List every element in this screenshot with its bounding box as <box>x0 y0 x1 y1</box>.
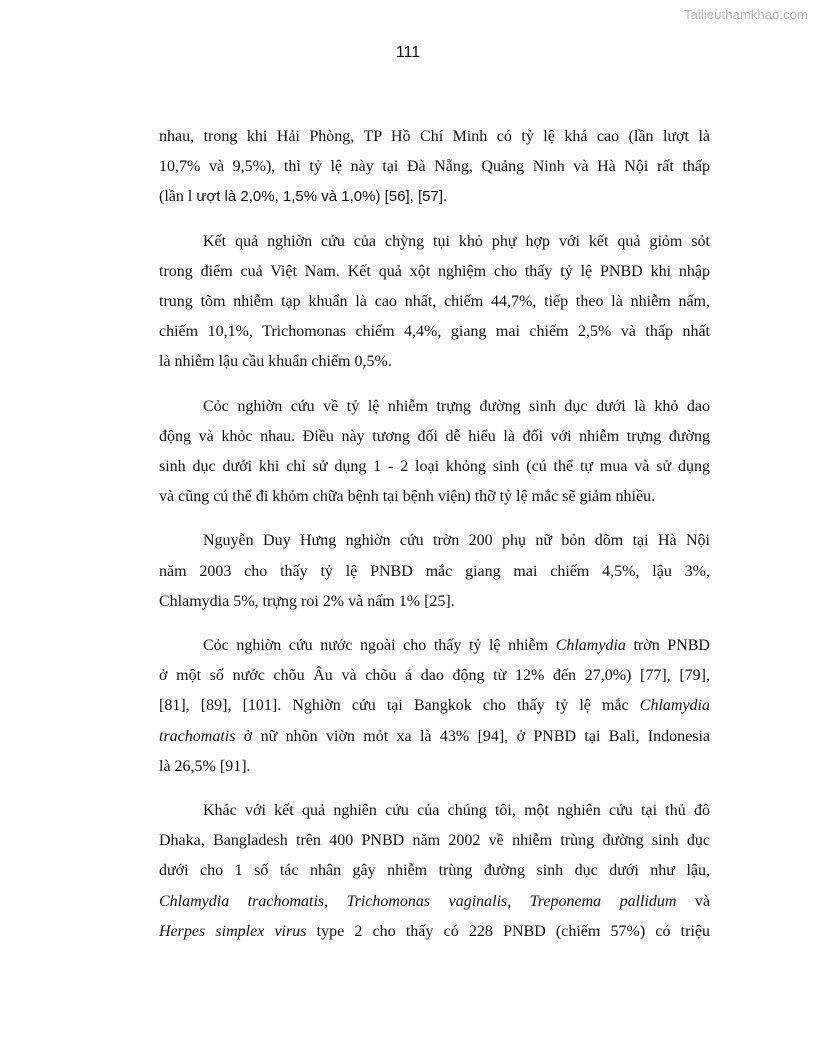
paragraph-line: năm 2003 cho thấy tỷ lệ PNBD mắc giang mai chiếm 4,5%, lậu 3%, <box>159 562 710 580</box>
paragraph-line: và cũng cú thể đi khỏm chữa bệnh tại bệnh viện) thỡ tỷ lệ mắc sẽ giảm nhiều. <box>159 488 656 506</box>
text-run: , <box>507 892 530 910</box>
watermark: Tailieuthamkhao.com <box>683 7 808 22</box>
paragraph-line <box>159 182 710 212</box>
paragraph-line: Khác với kết quả nghiên cứu của chúng tôi, một nghiên cứu tại thủ đô <box>203 802 710 820</box>
paragraph-line: Dhaka, Bangladesh trên 400 PNBD năm 2002 về nhiễm trùng đường sinh dục <box>159 832 710 850</box>
text-run: type 2 cho thấy có 228 PNBD (chiếm 57%) có triệu <box>306 922 710 940</box>
document-body <box>159 122 710 961</box>
paragraph-line: là nhiễm lậu cầu khuẩn chiếm 0,5%. <box>159 353 392 371</box>
species-name: Chlamydia <box>555 637 626 655</box>
paragraph-line: trong điểm cuả Việt Nam. Kết quả xột nghiệm cho thấy tỷ lệ PNBD khi nhập <box>159 262 710 280</box>
paragraph-4 <box>159 526 710 617</box>
species-name: Chlamydia <box>639 697 710 715</box>
paragraph-line: Cỏc nghiờn cứu về tỷ lệ nhiễm trựng đường sinh dục dưới là khỏ dao <box>203 397 710 415</box>
paragraph-5 <box>159 631 710 782</box>
paragraph-1 <box>159 122 710 213</box>
paragraph-line: Kết quả nghiờn cứu của chỳng tụi khỏ phự hợp với kết quả giỏm sỏt <box>203 232 710 250</box>
text-run: ở nữ nhõn viờn mỏt xa là 43% [94], ở PNBD tại Bali, Indonesia <box>235 727 710 745</box>
paragraph-line: 10,7% và 9,5%), thì tỷ lệ này tại Đà Nẵng, Quảng Ninh và Hà Nội rất thấp <box>159 158 710 176</box>
species-name: trachomatis <box>159 727 236 745</box>
paragraph-line: dưới cho 1 số tác nhân gây nhiễm trùng đường sinh dục dưới như lậu, <box>159 862 710 880</box>
paragraph-line: Nguyễn Duy Hưng nghiờn cứu trờn 200 phụ nữ bỏn dõm tại Hà Nội <box>203 532 710 550</box>
paragraph-line: ở một số nước chõu Âu và chõu á dao động từ 12% đến 27,0%) [77], [79], <box>159 667 710 685</box>
paragraph-3 <box>159 392 710 513</box>
paragraph-6 <box>159 796 710 947</box>
species-name: Chlamydia trachomatis <box>159 892 325 910</box>
paragraph-line: động và khỏc nhau. Điều này tương đối dễ hiểu là đối với nhiễm trựng đường <box>159 427 710 445</box>
paragraph-line: sinh dục dưới khi chỉ sử dụng 1 - 2 loại khỏng sinh (cú thể tự mua và sử dụng <box>159 458 710 476</box>
paragraph-line <box>159 691 710 721</box>
paragraph-line: nhau, trong khi Hải Phòng, TP Hồ Chí Minh có tỷ lệ khá cao (lần lượt là <box>159 128 710 145</box>
text-run: trờn PNBD <box>625 637 710 655</box>
paragraph-line: Chlamydia 5%, trựng roi 2% và nấm 1% [25]. <box>159 592 455 610</box>
paragraph-line <box>159 917 710 947</box>
paragraph-line <box>159 887 710 917</box>
text-run: , <box>324 892 347 910</box>
paragraph-line <box>159 631 710 661</box>
text-run: ượt là 2,0%, 1,5% và 1,0%) [56], [57]. <box>196 188 448 206</box>
text-run: [81], [89], [101]. Nghiờn cứu tại Bangkok cho thấy tỷ lệ mắc <box>159 697 640 715</box>
paragraph-line: là 26,5% [91]. <box>159 757 251 775</box>
text-run: Cỏc nghiờn cứu nước ngoài cho thấy tỷ lệ nhiễm <box>203 637 556 655</box>
species-name: Herpes simplex virus <box>159 922 307 940</box>
paragraph-line <box>159 722 710 752</box>
text-run: và <box>676 892 711 910</box>
paragraph-2 <box>159 227 710 378</box>
species-name: Trichomonas vaginalis <box>346 892 508 910</box>
text-run: (lần l <box>159 188 193 206</box>
paragraph-line: trung tõm nhiễm tạp khuẩn là cao nhất, chiếm 44,7%, tiếp theo là nhiễm nấm, <box>159 293 710 311</box>
paragraph-line: chiếm 10,1%, Trichomonas chiếm 4,4%, giang mai chiếm 2,5% và thấp nhất <box>159 323 710 341</box>
species-name: Treponema pallidum <box>529 892 677 910</box>
page-number: 111 <box>395 44 421 61</box>
